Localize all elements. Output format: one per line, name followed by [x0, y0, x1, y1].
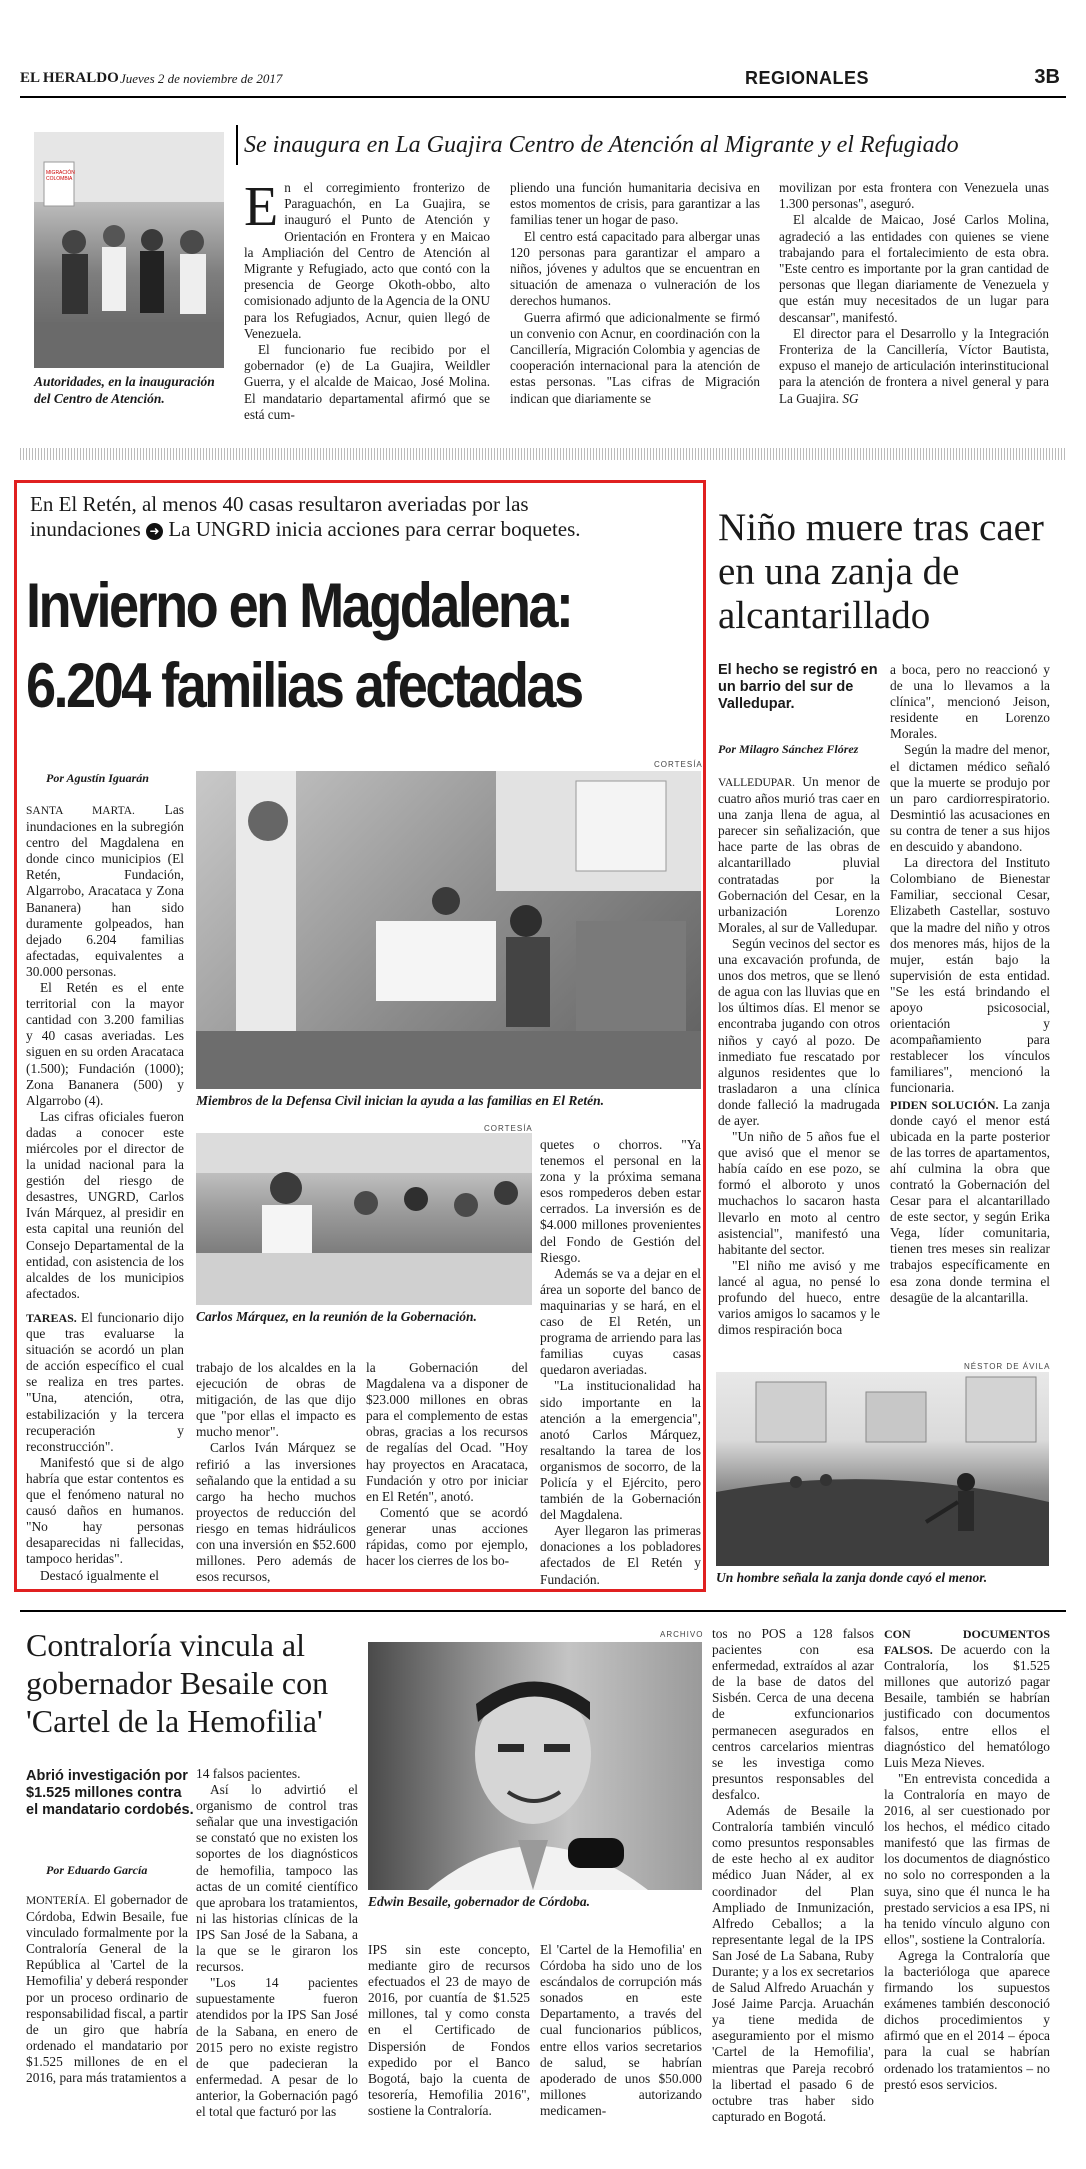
tareas-text: El funcionario dijo que tras evaluarse la situación se acordó un plan de acción específico el cual se realiza en tres partes. "Una, atención, otra, estabilización y la tercera recuperación y reconstrucción". — [26, 1310, 184, 1454]
magdalena-col-3 — [366, 1360, 528, 1569]
masthead — [20, 62, 1066, 96]
magdalena-para: Ayer llegaron las primeras donaciones a los pobladores afectados de El Retén y Fundación. — [540, 1523, 701, 1587]
contraloria-para: 14 falsos pacientes. — [196, 1766, 301, 1781]
masthead-paper: EL HERALDO — [20, 70, 119, 86]
magdalena-col-2 — [196, 1360, 356, 1585]
zanja-caption: Un hombre señala la zanja donde cayó el menor. — [716, 1570, 988, 1585]
nino-headline: Niño muere tras caer en una zanja de alcantarillado — [718, 506, 1044, 637]
section-divider — [20, 448, 1066, 460]
contraloria-byline: Por Eduardo García — [46, 1863, 148, 1877]
magdalena-kicker — [30, 492, 700, 542]
photo-credit: CORTESÍA — [654, 760, 703, 769]
migrant-sign: SG — [842, 390, 859, 406]
nino-byline: Por Milagro Sánchez Flórez — [718, 742, 859, 756]
headline-line-2: 6.204 familias afectadas — [26, 651, 582, 721]
subhead-piden: PIDEN SOLUCIÓN. — [890, 1097, 999, 1112]
migrant-para: El alcalde de Maicao, José Carlos Molina, agradeció a las entidades con quienes se viene trabajando para el fortalecimiento de esta obra. "Este centro es importante por la gran cantidad de personas que llegan diariamente de Venezuela y que están muy necesitados de un lugar para descansar", manifestó. — [779, 212, 1049, 325]
photo-credit: NÉSTOR DE ÁVILA — [964, 1362, 1051, 1371]
migrant-para: n el corregimiento fronterizo de Paraguachón, en La Guajira, se inauguró el Punto de Atención y Orientación en Frontera y en Maicao la Ampliación del Centro de Atención al Migrante y Refugiado, acto que contó con la presencia de George Okoth-obbo, alto comisionado adjunto de la Agencia de la ONU para los Refugiados, Acnur, quien llegó de Venezuela. — [244, 180, 490, 341]
nino-deck: El hecho se registró en un barrio del sur de Valledupar. — [718, 662, 878, 712]
magdalena-para: Carlos Iván Márquez se refirió a las inversiones señalando que la entidad a su cargo ha hecho muchos proyectos de reducción del riesgo en temas hidráulicos con una inversión en $52.600 millones. Pero además de esos recursos, — [196, 1440, 356, 1585]
section-name: REGIONALES — [745, 68, 870, 88]
lead-text: El gobernador de Córdoba, Edwin Besaile, fue vinculado formalmente por la Contraloría General de la República al 'Cartel de la Hemofilia' y deberá responder por un proceso ordinario de responsabilidad fiscal, a partir de un giro que habría ordenado el mandatario por $1.525 millones de en el 2016, para más tratamientos a — [26, 1892, 188, 2086]
magdalena-para: Manifestó que si de algo habría que estar contentos es que el fenómeno natural no causó daños en humanos. "No hay personas desaparecidas ni fallecidas, tampoco heridas". — [26, 1454, 184, 1567]
drop-cap: E — [244, 176, 279, 238]
migrant-para: pliendo una función humanitaria decisiva en estos momentos de crisis, para garantizar a las familias tener un hogar de paso. — [510, 180, 760, 228]
contraloria-col-3 — [368, 1942, 530, 2119]
nino-para — [890, 1097, 1050, 1306]
migrant-col-1 — [244, 176, 490, 423]
magdalena-headline — [26, 566, 607, 726]
lead-text: Un menor de cuatro años murió tras caer en una zanja llena de agua, al parecer sin señalización, que hace parte de las obras de alcantarillado pluvial contratadas por la Gobernación del Cesar, en la urbanización Lorenzo Morales, al sur de Valledupar. — [718, 774, 880, 935]
besaile-photo — [368, 1642, 702, 1890]
page-number: 3B — [1034, 66, 1060, 88]
contraloria-col-4 — [540, 1942, 702, 2119]
dateline: SANTA MARTA. — [26, 805, 135, 817]
arrow-icon: ➜ — [146, 523, 163, 540]
contraloria-col-1 — [26, 1892, 188, 2086]
reunion-photo — [196, 1133, 532, 1305]
defensa-civil-photo — [196, 771, 701, 1089]
magdalena-para: Comentó que se acordó generar unas acciones rápidas, como por ejemplo, hacer los cierres de los bo- — [366, 1504, 528, 1569]
magdalena-byline: Por Agustín Iguarán — [46, 771, 149, 785]
magdalena-para — [26, 1310, 184, 1455]
migrant-col-3 — [779, 180, 1049, 407]
nino-para: "El niño me avisó y me lancé al agua, no pensé lo profundo del hueco, entre varios amigos lo sacamos y le dimos respiración boca — [718, 1257, 880, 1338]
magdalena-para: la Gobernación del Magdalena va a disponer de $23.000 millones en obras para el complemento de estas obras, gracias a los recursos de regalías del Ocad. "Hoy hay proyectos en Aracataca, Fundación y otro por iniciar en El Retén", anotó. — [366, 1360, 528, 1504]
headline-line-1: Invierno en Magdalena: — [26, 571, 572, 641]
migrant-para — [779, 326, 1049, 407]
migrant-title: Se inaugura en La Guajira Centro de Atención al Migrante y el Refugiado — [244, 132, 959, 158]
magdalena-para: Destacó igualmente el — [40, 1567, 159, 1583]
subhead-tareas: TAREAS. — [26, 1311, 77, 1325]
nino-para: "Un niño de 5 años fue el que avisó que el menor se había caído en ese pozo, se formó el alboroto y unos muchachos lo sacaron hasta llevarlo en moto al centro asistencial", manifestó una habitante del sector. — [718, 1129, 880, 1257]
subhead-documentos: CON DOCUMENTOS FALSOS. — [884, 1627, 1050, 1658]
section-rule — [20, 1610, 1066, 1612]
documentos-text: De acuerdo con la Contraloría, los $1.525 millones que autorizó pagar Besaile, también se habrían justificado con documentos falsos, entre ellos el diagnóstico del hematólogo Luis Meza Nieves. — [884, 1642, 1050, 1770]
contraloria-para: Además de Besaile la Contraloría también vinculó como presuntos responsables de este hecho al ex auditor médico Juan Náder, al ex coordinador del Plan Ampliado de Inmunización, Alfredo Ceballos; a la representante legal de la IPS San José de La Sabana, Ruby Durante; y a los ex secretarios de Salud Alfredo Aruachán y José Jaime Parcja. Aruachán ya tiene medida de aseguramiento por el mismo 'Cartel de la Hemofilia', mientras que Pareja recobró la libertad el pasado 6 de octubre tras haber sido capturado en Bogotá. — [712, 1803, 874, 2124]
kicker-text: La UNGRD inicia acciones para cerrar boquetes. — [168, 517, 581, 541]
lead-text: Las inundaciones en la subregión centro del Magdalena en donde cinco municipios (El Retén, Fundación, Algarrobo, Aracataca y Zona Bananera) han sido duramente golpeados, han dejado 6.204 familias afectadas, equivalentes a 30.000 personas. — [26, 802, 185, 979]
contraloria-lead — [26, 1892, 188, 2086]
masthead-rule — [20, 96, 1066, 98]
migrant-caption: Autoridades, en la inauguración del Centro de Atención. — [34, 374, 215, 406]
magdalena-para: Las cifras oficiales fueron dadas a conocer este miércoles por el director de la unidad nacional para la gestión del riesgo de desastres, UNGRD, Carlos Iván Márquez, al presidir en esta capital una reunión del Consejo Departamental de la entidad, con asistencia de los alcaldes de los municipios afectados. — [26, 1108, 184, 1301]
nino-para: a boca, pero no reaccionó y de una lo llevamos a la clínica", mencionó Jeison, residente en Lorenzo Morales. — [890, 662, 1050, 742]
migrant-para-text: El director para el Desarrollo y la Integración Fronteriza de la Cancillería, Víctor Bautista, expuso el manejo de articulación interinstitucional para la atención de frontera a nivel general y para La Guajira. — [779, 325, 1049, 406]
magdalena-lead — [26, 802, 184, 980]
dateline: MONTERÍA. — [26, 1895, 90, 1907]
magdalena-col-4 — [540, 1137, 701, 1588]
nino-para: La directora del Instituto Colombiano de Bienestar Familiar, seccional Cesar, Elizabeth Castellar, sostuvo que la madre del niño y otros dos menores más, hijos de la mujer, están bajo la supervisión de esta entidad. "Se les está brindando el apoyo psicosocial, orientación y acompañamiento para restablecer los vínculos familiares", mencionó la funcionaria. — [890, 855, 1050, 1096]
magdalena-para: Además se va a dejar en el área un soporte del banco de maquinarias y se hará, en el caso de El Retén, un programa de arriendo para las familias cuyas casas quedaron averiadas. — [540, 1265, 701, 1378]
magdalena-para: El Retén es el ente territorial con la mayor cantidad con 3.200 familias y 40 casas averiadas. Les siguen en su orden Aracataca (1.500); Fundación (1000); Zona Bananera (500) y Algarrobo (4). — [26, 980, 184, 1108]
reunion-scene — [196, 1133, 532, 1305]
contraloria-col-6 — [884, 1626, 1050, 2093]
migrant-photo-scene — [34, 132, 224, 368]
contraloria-col-2 — [196, 1766, 358, 2120]
besaile-caption: Edwin Besaile, gobernador de Córdoba. — [368, 1894, 591, 1909]
photo-credit: ARCHIVO — [660, 1630, 704, 1639]
piden-text: La zanja donde cayó el menor está ubicada en la parte posterior de las torres de apartamentos, ahí culmina la obra que contrató la Gobernación del Cesar para el alcantarillado de este sector, y según Erika Vega, líder comunitaria, tienen tres meses sin realizar trabajos específicamente en esa zona donde termina el desagüe de la alcantarilla. — [890, 1096, 1050, 1305]
migrant-title-rule — [236, 125, 238, 165]
kicker-line-2 — [30, 517, 700, 542]
zanja-photo — [716, 1372, 1049, 1566]
contraloria-para: Así lo advirtió el organismo de control tras señalar que una investigación se constató que no existen los soportes de los diagnósticos de hemofilia, tampoco las actas de un comité científico que aprobara los tratamientos, ni las historias clínicas de la IPS San José de la Sabana, a la que se le giraron los recursos. — [196, 1782, 358, 1975]
contraloria-deck: Abrió investigación por $1.525 millones contra el mandatario cordobés. — [26, 1768, 194, 1818]
dateline: VALLEDUPAR. — [718, 777, 796, 789]
masthead-date: Jueves 2 de noviembre de 2017 — [120, 71, 283, 86]
migrant-photo-sign: MIGRACIÓN COLOMBIA — [46, 170, 75, 182]
nino-para: Según la madre del menor, el dictamen médico señaló que la muerte se produjo por un paro cardiorrespiratorio. Desmintió las acusaciones en su contra de tener a sus hijos en descuido y abandono. — [890, 742, 1050, 855]
nino-lead — [718, 774, 880, 936]
nino-col-1 — [718, 774, 880, 1338]
photo-credit: CORTESÍA — [484, 1124, 533, 1133]
migrant-para: El centro está capacitado para albergar unas 120 personas para garantizar el amparo a niños, jóvenes y adultos que se encuentran en situación de amenaza o vulneración de los derechos humanos. — [510, 228, 760, 309]
kicker-line-1: En El Retén, al menos 40 casas resultaron averiadas por las — [30, 492, 529, 516]
nino-para: Según vecinos del sector es una excavación profunda, de unos dos metros, que se llenó de agua con las lluvias que en los últimos días. El menor se encontraba jugando con otros niños y cayó al pozo. De inmediato fue rescatado por algunos residentes que lo trasladaron a una clínica donde falleció la madrugada de ayer. — [718, 935, 880, 1128]
migrant-para: El funcionario fue recibido por el gobernador (e) de La Guajira, Weildler Guerra, y el alcalde de Maicao, José Molina. El mandatario departamental afirmó que se está cum- — [244, 342, 490, 422]
defensa-civil-caption: Miembros de la Defensa Civil inician la ayuda a las familias en El Retén. — [196, 1093, 605, 1108]
contraloria-para: "Los 14 pacientes supuestamente fueron atendidos por la IPS San José de la Sabana, en enero de 2015 pero no existe registro de que padecieran la enfermedad. A pesar de lo anterior, la Gobernación pagó el total que facturó por las — [196, 1975, 358, 2119]
magdalena-para: trabajo de los alcaldes en la ejecución de obras de mitigación, de las que dijo que "por ellas el impacto es mucho menor". — [196, 1360, 356, 1440]
contraloria-para: tos no POS a 128 falsos pacientes con esa enfermedad, extraídos al azar de la base de datos del Sisbén. Cerca de una decena de exfuncionarios permanecen asegurados en centros carcelarios mientras se les investiga como presuntos responsables del desfalco. — [712, 1626, 874, 1802]
contraloria-para: El 'Cartel de la Hemofilia' en Córdoba ha sido uno de los escándalos de corrupción más sonados en este Departamento, a través del cual funcionarios públicos, entre ellos varios secretarios de salud, se habrían apoderado de unos $50.000 millones autorizando medicamen- — [540, 1942, 702, 2118]
contraloria-para: Agrega la Contraloría que la bacterióloga que aparece firmando los supuestos exámenes también desconoció dichos procedimientos y afirmó que en el 2014 – época para la cual se habrían ordenado los tratamientos – no prestó esos servicios. — [884, 1947, 1050, 2092]
reunion-caption: Carlos Márquez, en la reunión de la Gobernación. — [196, 1309, 477, 1324]
migrant-para: movilizan por esta frontera con Venezuela unas 1.300 personas", aseguró. — [779, 180, 1049, 212]
zanja-scene — [716, 1372, 1049, 1566]
defensa-civil-scene — [196, 771, 701, 1089]
migrant-para: Guerra afirmó que adicionalmente se firmó un convenio con Acnur, en coordinación con la Cancillería, Migración Colombia y agencias de cooperación internacional para la atención de estas personas. "Las cifras de Migración indican que diariamente se — [510, 309, 760, 406]
contraloria-para — [884, 1626, 1050, 1771]
contraloria-headline: Contraloría vincula al gobernador Besaile con 'Cartel de la Hemofilia' — [26, 1627, 329, 1739]
migrant-photo — [34, 132, 224, 368]
magdalena-col-1 — [26, 802, 184, 1302]
magdalena-para: "La institucionalidad ha sido importante en la atención a la emergencia", anotó Carlos Márquez, resaltando la tarea de los organismos de socorro, de la Policía y el Ejército, pero también de la Gobernación del Magdalena. — [540, 1378, 701, 1523]
contraloria-para: IPS sin este concepto, mediante giro de recursos efectuados el 23 de mayo de 2016, por cuantía de $1.525 millones, tal y como consta en el Certificado de Dispersión de Fondos expedido por el Banco Bogotá, bajo la cuenta de tesorería, Hemofilia 2016", sostiene la Contraloría. — [368, 1942, 530, 2118]
contraloria-col-5 — [712, 1626, 874, 2125]
magdalena-para: quetes o chorros. "Ya tenemos el personal en la zona y la próxima semana esos rompederos deben estar cerrados. La inversión es de $4.000 millones provenientes del Fondo de Gestión del Riesgo. — [540, 1137, 701, 1265]
migrant-col-2 — [510, 180, 760, 407]
contraloria-para: "En entrevista concedida a la Contraloría en mayo de 2016, al ser cuestionado por los hechos, el médico citado manifestó que las firmas de los documentos de diagnóstico no solo no corresponden a la suya, sino que él nunca le ha prestado servicios a esa IPS, ni ha tenido vínculo alguno con ellos", sostiene la Contraloría. — [884, 1770, 1050, 1947]
magdalena-col-1b — [26, 1310, 184, 1584]
besaile-portrait — [368, 1642, 702, 1890]
kicker-text: inundaciones — [30, 517, 141, 541]
nino-col-2 — [890, 662, 1050, 1306]
